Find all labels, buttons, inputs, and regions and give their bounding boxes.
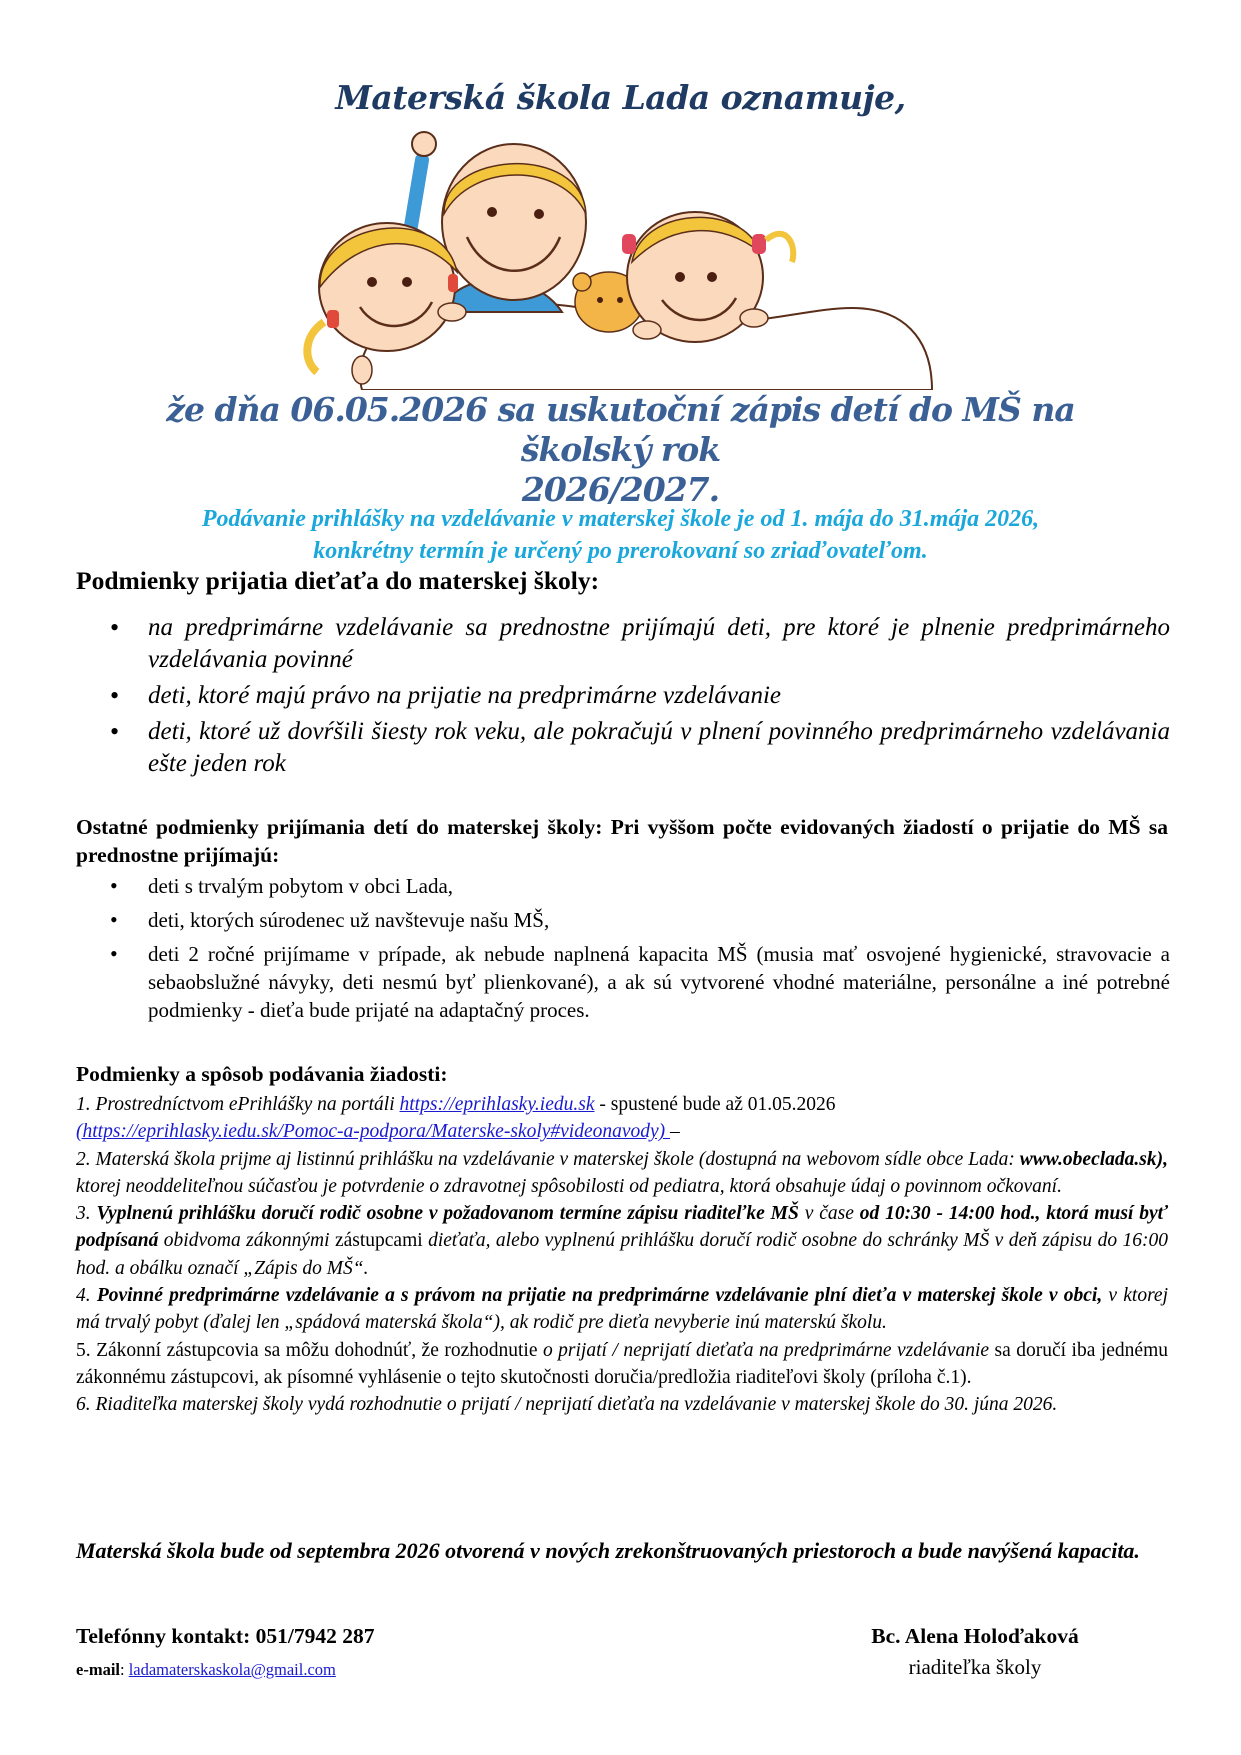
step-2 <box>76 1146 1168 1201</box>
website-text: www.obeclada.sk), <box>1019 1148 1168 1170</box>
email-link[interactable]: ladamaterskaskola@gmail.com <box>128 1660 336 1679</box>
step-4 <box>76 1282 1168 1337</box>
step-text-bold: Vyplnenú prihlášku doručí rodič osobne v požadovanom termíne zápisu riaditeľke MŠ <box>96 1203 799 1225</box>
step-text: v čase <box>798 1203 860 1225</box>
step-text: 2. Materská škola prijme aj listinnú prihlášku na vzdelávanie v materskej škole (dostupná na webovom sídle obce Lada: <box>76 1148 1020 1170</box>
step-text: – <box>670 1121 680 1143</box>
conditions-list <box>110 612 1170 784</box>
step-text: v ktorej má trvalý pobyt (ďalej len „spádová materská škola“), ak rodič pre dieťa nevyberie inú materskú školu. <box>76 1285 1169 1334</box>
children-illustration-icon <box>292 122 952 390</box>
other-conditions-list <box>110 872 1170 1030</box>
step-number: 3. <box>76 1203 97 1225</box>
step-3 <box>76 1200 1168 1282</box>
step-text: - spustené bude až 01.05.2026 <box>594 1094 836 1115</box>
step-text: obidvoma zákonnými <box>158 1230 335 1252</box>
eprihlasky-link[interactable]: https://eprihlasky.iedu.sk <box>399 1094 595 1115</box>
step-text: zástupcami <box>334 1230 423 1252</box>
application-heading: Podmienky a spôsob podávania žiadosti: <box>76 1062 448 1086</box>
signatory-role: riaditeľka školy <box>908 1655 1042 1679</box>
step-text: 1. Prostredníctvom ePrihlášky na portáli <box>76 1094 400 1115</box>
list-item: • deti 2 ročné prijímame v prípade, ak nebude naplnená kapacita MŠ (musia mať osvojené hygienické, stravovacie a sebaobslužné návyky, deti nesmú byť plienkované), a ak sú vytvorené vhodné materiálne, personálne a iné potrebné podmienky - dieťa bude prijaté na adaptačný proces. <box>110 940 1170 1024</box>
list-item: • deti, ktoré už dovŕšili šiesty rok veku, ale pokračujú v plnení povinného predprimárneho vzdelávania ešte jeden rok <box>110 716 1170 780</box>
step-text: dieťaťa, alebo vyplnenú prihlášku doručí rodič osobne do schránky MŠ v deň zápisu do 16:00 hod. a obálku označí „Zápis do MŠ“. <box>76 1230 1168 1279</box>
application-period-note <box>80 503 1161 567</box>
videonavody-link[interactable]: (https://eprihlasky.iedu.sk/Pomoc-a-podpora/Materske-skoly#videonavody) <box>76 1121 671 1143</box>
conditions-heading: Podmienky prijatia dieťaťa do materskej školy: <box>76 566 600 595</box>
step-text-bold: od 10:30 - 14:00 hod., ktorá musí byť podpísaná <box>76 1203 1169 1252</box>
list-item: • deti, ktorých súrodenec už navštevuje našu MŠ, <box>110 906 1170 934</box>
enrollment-announcement <box>100 390 1141 510</box>
signatory-name: Bc. Alena Holoďaková <box>871 1624 1079 1648</box>
list-item: • deti, ktoré majú právo na prijatie na predprimárne vzdelávanie <box>110 680 1170 712</box>
step-text-italic: o prijatí / neprijatí dieťaťa na predprimárne vzdelávanie <box>542 1339 990 1361</box>
step-text: sa doručí iba jednému zákonnému zástupcovi, ak písomné vyhlásenie o tejto skutočnosti doručia/predložia riaditeľovi školy (príloha č.1). <box>76 1339 1168 1388</box>
document-title: Materská škola Lada oznamuje, <box>335 78 906 117</box>
list-item: • deti s trvalým pobytom v obci Lada, <box>110 872 1170 900</box>
step-6: 6. Riaditeľka materskej školy vydá rozhodnutie o prijatí / neprijatí dieťaťa na vzdelávanie v materskej škole do 30. júna 2026. <box>76 1394 1058 1416</box>
subnote-line-2: konkrétny termín je určený po prerokovaní so zriaďovateľom. <box>313 538 928 564</box>
email-label: e-mail <box>76 1660 120 1679</box>
announcement-line-1: že dňa 06.05.2026 sa uskutoční zápis detí do MŠ na školský rok <box>166 390 1075 469</box>
signature-block <box>780 1624 1170 1680</box>
email-separator: : <box>119 1660 129 1679</box>
email-contact <box>76 1660 336 1680</box>
step-text-bold: Povinné predprimárne vzdelávanie a s právom na prijatie na predprimárne vzdelávanie plní dieťa v materskej škole v obci, <box>96 1285 1103 1307</box>
closing-statement: Materská škola bude od septembra 2026 otvorená v nových zrekonštruovaných priestoroch a bude navýšená kapacita. <box>76 1538 1140 1563</box>
phone-contact: Telefónny kontakt: 051/7942 287 <box>76 1624 375 1648</box>
step-number: 4. <box>76 1285 97 1307</box>
step-text: ktorej neoddeliteľnou súčasťou je potvrdenie o zdravotnej spôsobilosti od pediatra, ktorá obsahuje údaj o povinnom očkovaní. <box>76 1175 1062 1197</box>
announcement-line-2: 2026/2027. <box>521 470 720 509</box>
step-1 <box>76 1091 1168 1146</box>
step-text: 5. Zákonní zástupcovia sa môžu dohodnúť, že rozhodnutie <box>76 1339 543 1361</box>
list-item: • na predprimárne vzdelávanie sa prednostne prijímajú deti, pre ktoré je plnenie predprimárneho vzdelávania povinné <box>110 612 1170 676</box>
application-steps <box>76 1091 1168 1419</box>
other-conditions-heading: Ostatné podmienky prijímania detí do materskej školy: Pri vyššom počte evidovaných žiadostí o prijatie do MŠ sa prednostne prijímajú: <box>76 815 1168 867</box>
subnote-line-1: Podávanie prihlášky na vzdelávanie v materskej škole je od 1. mája do 31.mája 2026, <box>201 506 1040 532</box>
step-5 <box>76 1337 1168 1392</box>
waving-arm <box>410 160 422 232</box>
